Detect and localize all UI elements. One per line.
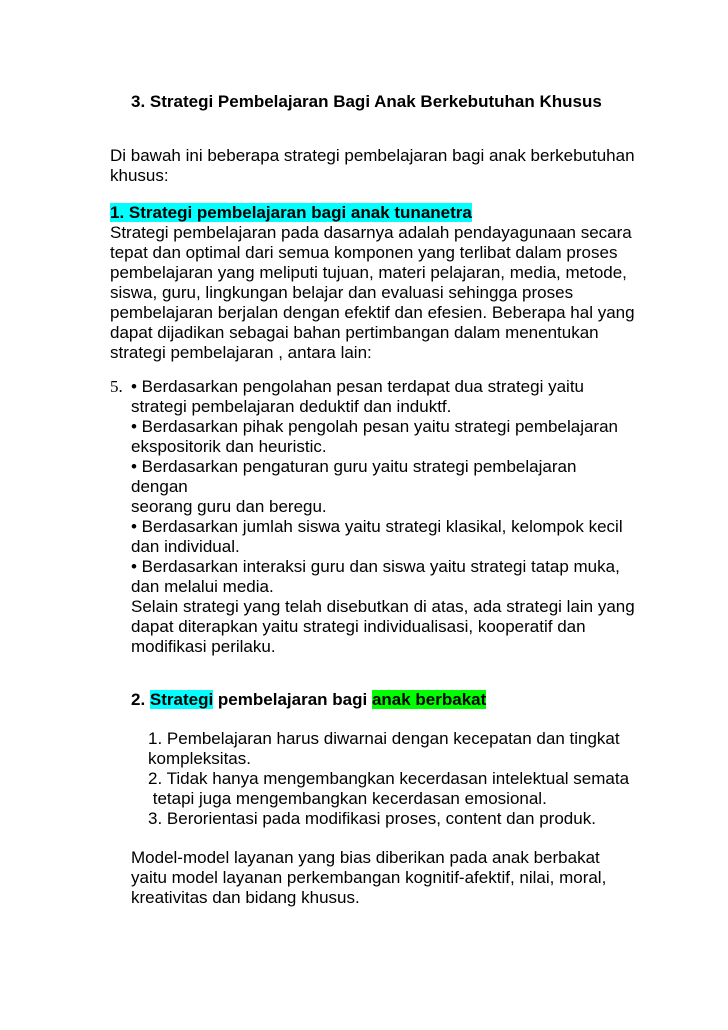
list-line: • Berdasarkan interaksi guru dan siswa yaitu strategi tatap muka, — [131, 557, 620, 576]
sub1-paragraph-line: pembelajaran berjalan dengan efektif dan efesien. Beberapa hal yang — [110, 303, 635, 322]
sub2-heading-highlight-strategi: Strategi — [149, 690, 214, 709]
sub2-item-line: tetapi juga mengembangkan kecerdasan emosional. — [148, 789, 547, 808]
list-line: • Berdasarkan pihak pengolah pesan yaitu strategi pembelajaran — [131, 417, 618, 436]
sub1-heading-text: 1. Strategi pembelajaran bagi anak tunanetra — [110, 203, 472, 222]
intro-line: khusus: — [110, 166, 169, 185]
closing-line: Model-model layanan yang bias diberikan pada anak berbakat — [131, 848, 600, 867]
sub2-item-line: kompleksitas. — [148, 749, 251, 768]
section-title: 3. Strategi Pembelajaran Bagi Anak Berkebutuhan Khusus — [131, 92, 602, 111]
list-line: dan individual. — [131, 537, 240, 556]
intro-line: Di bawah ini beberapa strategi pembelajaran bagi anak berkebutuhan — [110, 146, 635, 165]
list-line: dan melalui media. — [131, 577, 274, 596]
list-line: seorang guru dan beregu. — [131, 497, 327, 516]
closing-line: yaitu model layanan perkembangan kognitif-afektif, nilai, moral, — [131, 868, 607, 887]
sub2-heading-num: 2. — [131, 690, 150, 709]
sub2-heading-middle: pembelajaran bagi — [213, 690, 372, 709]
sub1-paragraph-line: Strategi pembelajaran pada dasarnya adalah pendayagunaan secara — [110, 223, 632, 242]
sub1-paragraph-line: dapat dijadikan sebagai bahan pertimbangan dalam menentukan — [110, 323, 599, 342]
sub2-item-line: 1. Pembelajaran harus diwarnai dengan kecepatan dan tingkat — [148, 729, 620, 748]
list-line: dapat diterapkan yaitu strategi individualisasi, kooperatif dan — [131, 617, 586, 636]
list-line: dengan — [131, 477, 188, 496]
sub2-item-line: 3. Berorientasi pada modifikasi proses, content dan produk. — [148, 809, 596, 828]
sub2-heading — [131, 690, 486, 710]
list-line: • Berdasarkan jumlah siswa yaitu strategi klasikal, kelompok kecil — [131, 517, 623, 536]
sub1-heading — [110, 203, 472, 223]
list-line: • Berdasarkan pengaturan guru yaitu strategi pembelajaran — [131, 457, 577, 476]
sub1-paragraph-line: pembelajaran yang meliputi tujuan, materi pelajaran, media, metode, — [110, 263, 627, 282]
list-line: strategi pembelajaran deduktif dan induktf. — [131, 397, 452, 416]
sub1-paragraph-line: strategi pembelajaran , antara lain: — [110, 343, 372, 362]
list-line: ekspositorik dan heuristic. — [131, 437, 327, 456]
list-line: • Berdasarkan pengolahan pesan terdapat dua strategi yaitu — [131, 377, 584, 396]
list-marker: 5. — [110, 377, 123, 396]
sub1-paragraph-line: tepat dan optimal dari semua komponen yang terlibat dalam proses — [110, 243, 618, 262]
sub2-heading-highlight-berbakat: anak berbakat — [371, 690, 487, 709]
sub1-paragraph-line: siswa, guru, lingkungan belajar dan evaluasi sehingga proses — [110, 283, 574, 302]
list-line: Selain strategi yang telah disebutkan di atas, ada strategi lain yang — [131, 597, 635, 616]
list-line: modifikasi perilaku. — [131, 637, 276, 656]
sub2-item-line: 2. Tidak hanya mengembangkan kecerdasan intelektual semata — [148, 769, 630, 788]
closing-line: kreativitas dan bidang khusus. — [131, 888, 360, 907]
